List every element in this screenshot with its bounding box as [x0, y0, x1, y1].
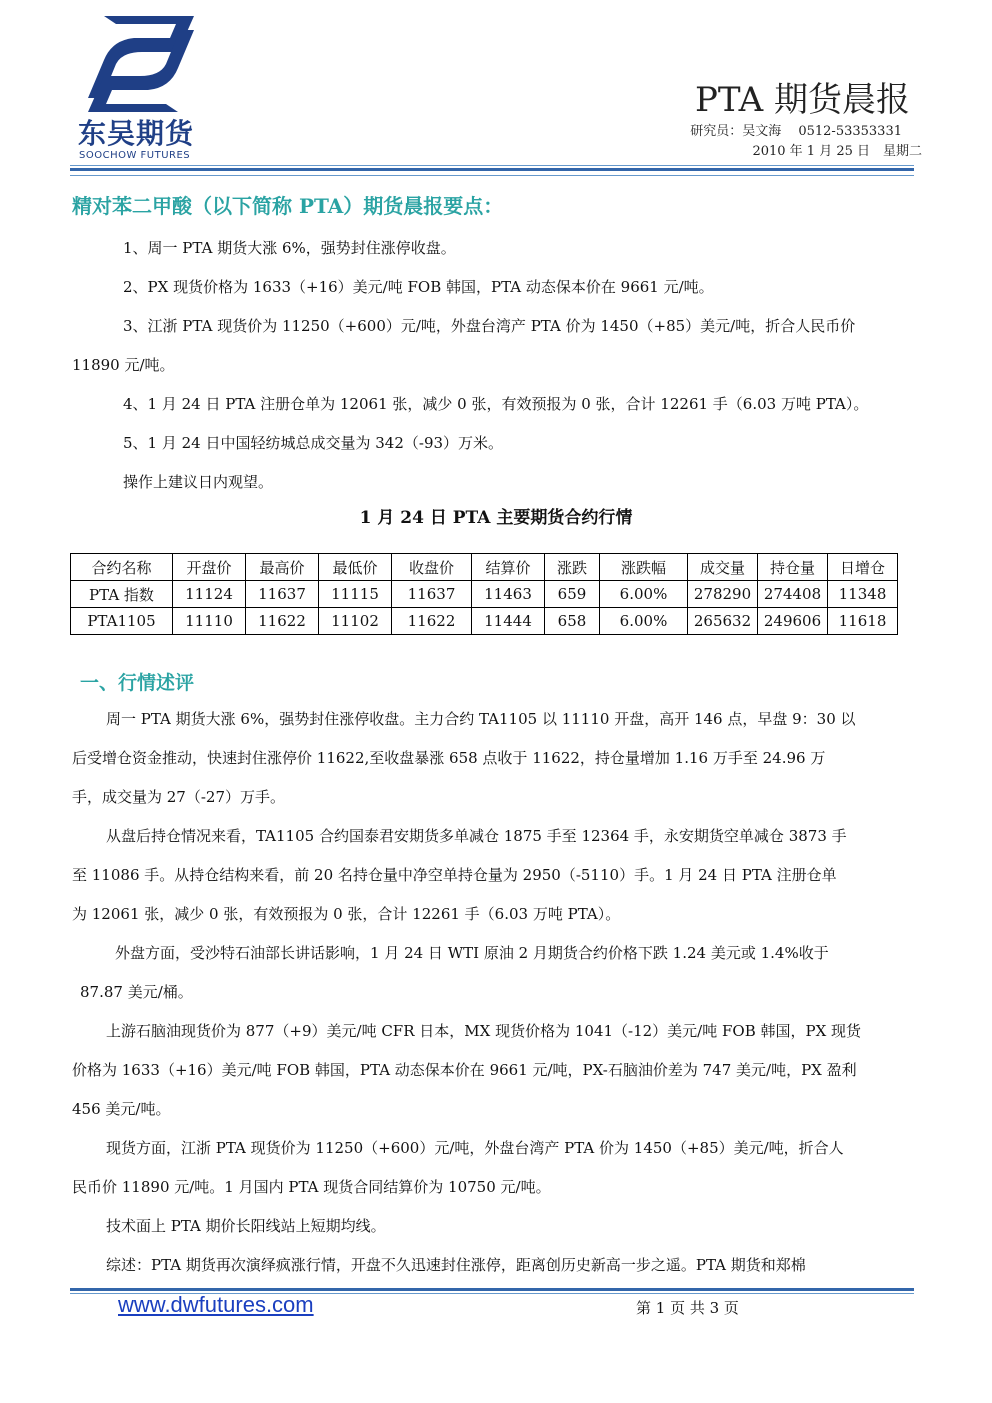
table-cell: 11348 [828, 581, 898, 608]
body-line: 外盘方面，受沙特石油部长讲话影响，1 月 24 日 WTI 原油 2 月期货合约价格下跌 1.24 美元或 1.4%收于 [115, 944, 829, 962]
logo-english-name: SOOCHOW FUTURES [79, 150, 191, 161]
header-divider [70, 175, 914, 176]
page-number: 第 1 页 共 3 页 [636, 1299, 739, 1317]
table-cell: 11637 [392, 581, 472, 608]
header-divider [70, 168, 914, 171]
body-line: 至 11086 手。从持仓结构来看，前 20 名持仓量中净空单持仓量为 2950（-5110）手。1 月 24 日 PTA 注册仓单 [72, 866, 837, 884]
table-header-cell: 日增仓 [828, 554, 898, 581]
summary-point: 2、PX 现货价格为 1633（+16）美元/吨 FOB 韩国，PTA 动态保本价在 9661 元/吨。 [123, 278, 714, 296]
body-line: 456 美元/吨。 [72, 1100, 171, 1118]
table-header-cell: 成交量 [688, 554, 758, 581]
table-cell: 11463 [472, 581, 545, 608]
table-cell: 11124 [173, 581, 246, 608]
body-line: 为 12061 张，减少 0 张，有效预报为 0 张，合计 12261 手（6.03 万吨 PTA）。 [72, 905, 621, 923]
summary-point: 操作上建议日内观望。 [123, 473, 274, 491]
table-header-cell: 合约名称 [71, 554, 173, 581]
table-cell: PTA 指数 [71, 581, 173, 608]
table-cell: 6.00% [600, 581, 688, 608]
table-cell: 278290 [688, 581, 758, 608]
table-cell: PTA1105 [71, 608, 173, 635]
summary-point: 3、江浙 PTA 现货价为 11250（+600）元/吨，外盘台湾产 PTA 价为 1450（+85）美元/吨，折合人民币价 [123, 317, 856, 335]
table-title: 1 月 24 日 PTA 主要期货合约行情 [359, 508, 633, 528]
body-line: 手，成交量为 27（-27）万手。 [72, 788, 286, 806]
body-line: 后受增仓资金推动，快速封住涨停价 11622,至收盘暴涨 658 点收于 11622，持仓量增加 1.16 万手至 24.96 万 [72, 749, 826, 767]
report-title: PTA 期货晨报 [694, 80, 910, 120]
summary-title: 精对苯二甲酸（以下简称 PTA）期货晨报要点： [72, 194, 504, 218]
body-line: 价格为 1633（+16）美元/吨 FOB 韩国，PTA 动态保本价在 9661 元/吨，PX-石脑油价差为 747 美元/吨，PX 盈利 [72, 1061, 857, 1079]
soochow-logo-icon [82, 14, 200, 114]
table-row [71, 581, 898, 608]
body-line: 从盘后持仓情况来看，TA1105 合约国泰君安期货多单减仓 1875 手至 12364 手，永安期货空单减仓 3873 手 [106, 827, 847, 845]
table-cell: 11110 [173, 608, 246, 635]
body-line: 综述：PTA 期货再次演绎疯涨行情，开盘不久迅速封住涨停，距离创历史新高一步之遥。PTA 期货和郑棉 [106, 1256, 806, 1274]
section-title: 一、行情述评 [80, 672, 195, 694]
table-cell: 658 [545, 608, 600, 635]
body-line: 技术面上 PTA 期价长阳线站上短期均线。 [106, 1217, 386, 1235]
table-cell: 659 [545, 581, 600, 608]
table-cell: 11444 [472, 608, 545, 635]
table-cell: 265632 [688, 608, 758, 635]
website-link[interactable]: www.dwfutures.com [118, 1292, 314, 1317]
report-date: 2010 年 1 月 25 日 星期二 [752, 144, 922, 159]
table-cell: 274408 [758, 581, 828, 608]
table-header-cell: 最低价 [319, 554, 392, 581]
summary-point: 1、周一 PTA 期货大涨 6%，强势封住涨停收盘。 [123, 239, 456, 257]
table-header-row [71, 554, 898, 581]
logo-chinese-name: 东吴期货 [78, 117, 195, 150]
body-line: 民币价 11890 元/吨。1 月国内 PTA 现货合同结算价为 10750 元/吨。 [72, 1178, 551, 1196]
table-header-cell: 涨跌幅 [600, 554, 688, 581]
summary-point: 4、1 月 24 日 PTA 注册仓单为 12061 张，减少 0 张，有效预报为 0 张，合计 12261 手（6.03 万吨 PTA）。 [123, 395, 869, 413]
header-divider [70, 165, 914, 166]
table-cell: 11637 [246, 581, 319, 608]
footer-divider [70, 1288, 914, 1291]
table-cell: 6.00% [600, 608, 688, 635]
table-header-cell: 持仓量 [758, 554, 828, 581]
table-cell: 11102 [319, 608, 392, 635]
body-line: 周一 PTA 期货大涨 6%，强势封住涨停收盘。主力合约 TA1105 以 11110 开盘，高开 146 点，早盘 9：30 以 [106, 710, 856, 728]
table-cell: 11618 [828, 608, 898, 635]
body-line: 87.87 美元/桶。 [80, 983, 193, 1001]
body-line: 现货方面，江浙 PTA 现货价为 11250（+600）元/吨，外盘台湾产 PTA 价为 1450（+85）美元/吨，折合人 [106, 1139, 844, 1157]
table-header-cell: 开盘价 [173, 554, 246, 581]
futures-quotes-table [70, 553, 898, 635]
table-cell: 249606 [758, 608, 828, 635]
table-cell: 11115 [319, 581, 392, 608]
table-header-cell: 结算价 [472, 554, 545, 581]
table-cell: 11622 [392, 608, 472, 635]
table-header-cell: 收盘价 [392, 554, 472, 581]
table-header-cell: 涨跌 [545, 554, 600, 581]
table-cell: 11622 [246, 608, 319, 635]
summary-point: 5、1 月 24 日中国轻纺城总成交量为 342（-93）万米。 [123, 434, 504, 452]
summary-point: 11890 元/吨。 [72, 356, 175, 374]
company-logo [78, 14, 238, 161]
table-row [71, 608, 898, 635]
body-line: 上游石脑油现货价为 877（+9）美元/吨 CFR 日本，MX 现货价格为 1041（-12）美元/吨 FOB 韩国，PX 现货 [106, 1022, 862, 1040]
researcher-info: 研究员：吴文海 0512-53353331 [690, 124, 902, 139]
table-header-cell: 最高价 [246, 554, 319, 581]
